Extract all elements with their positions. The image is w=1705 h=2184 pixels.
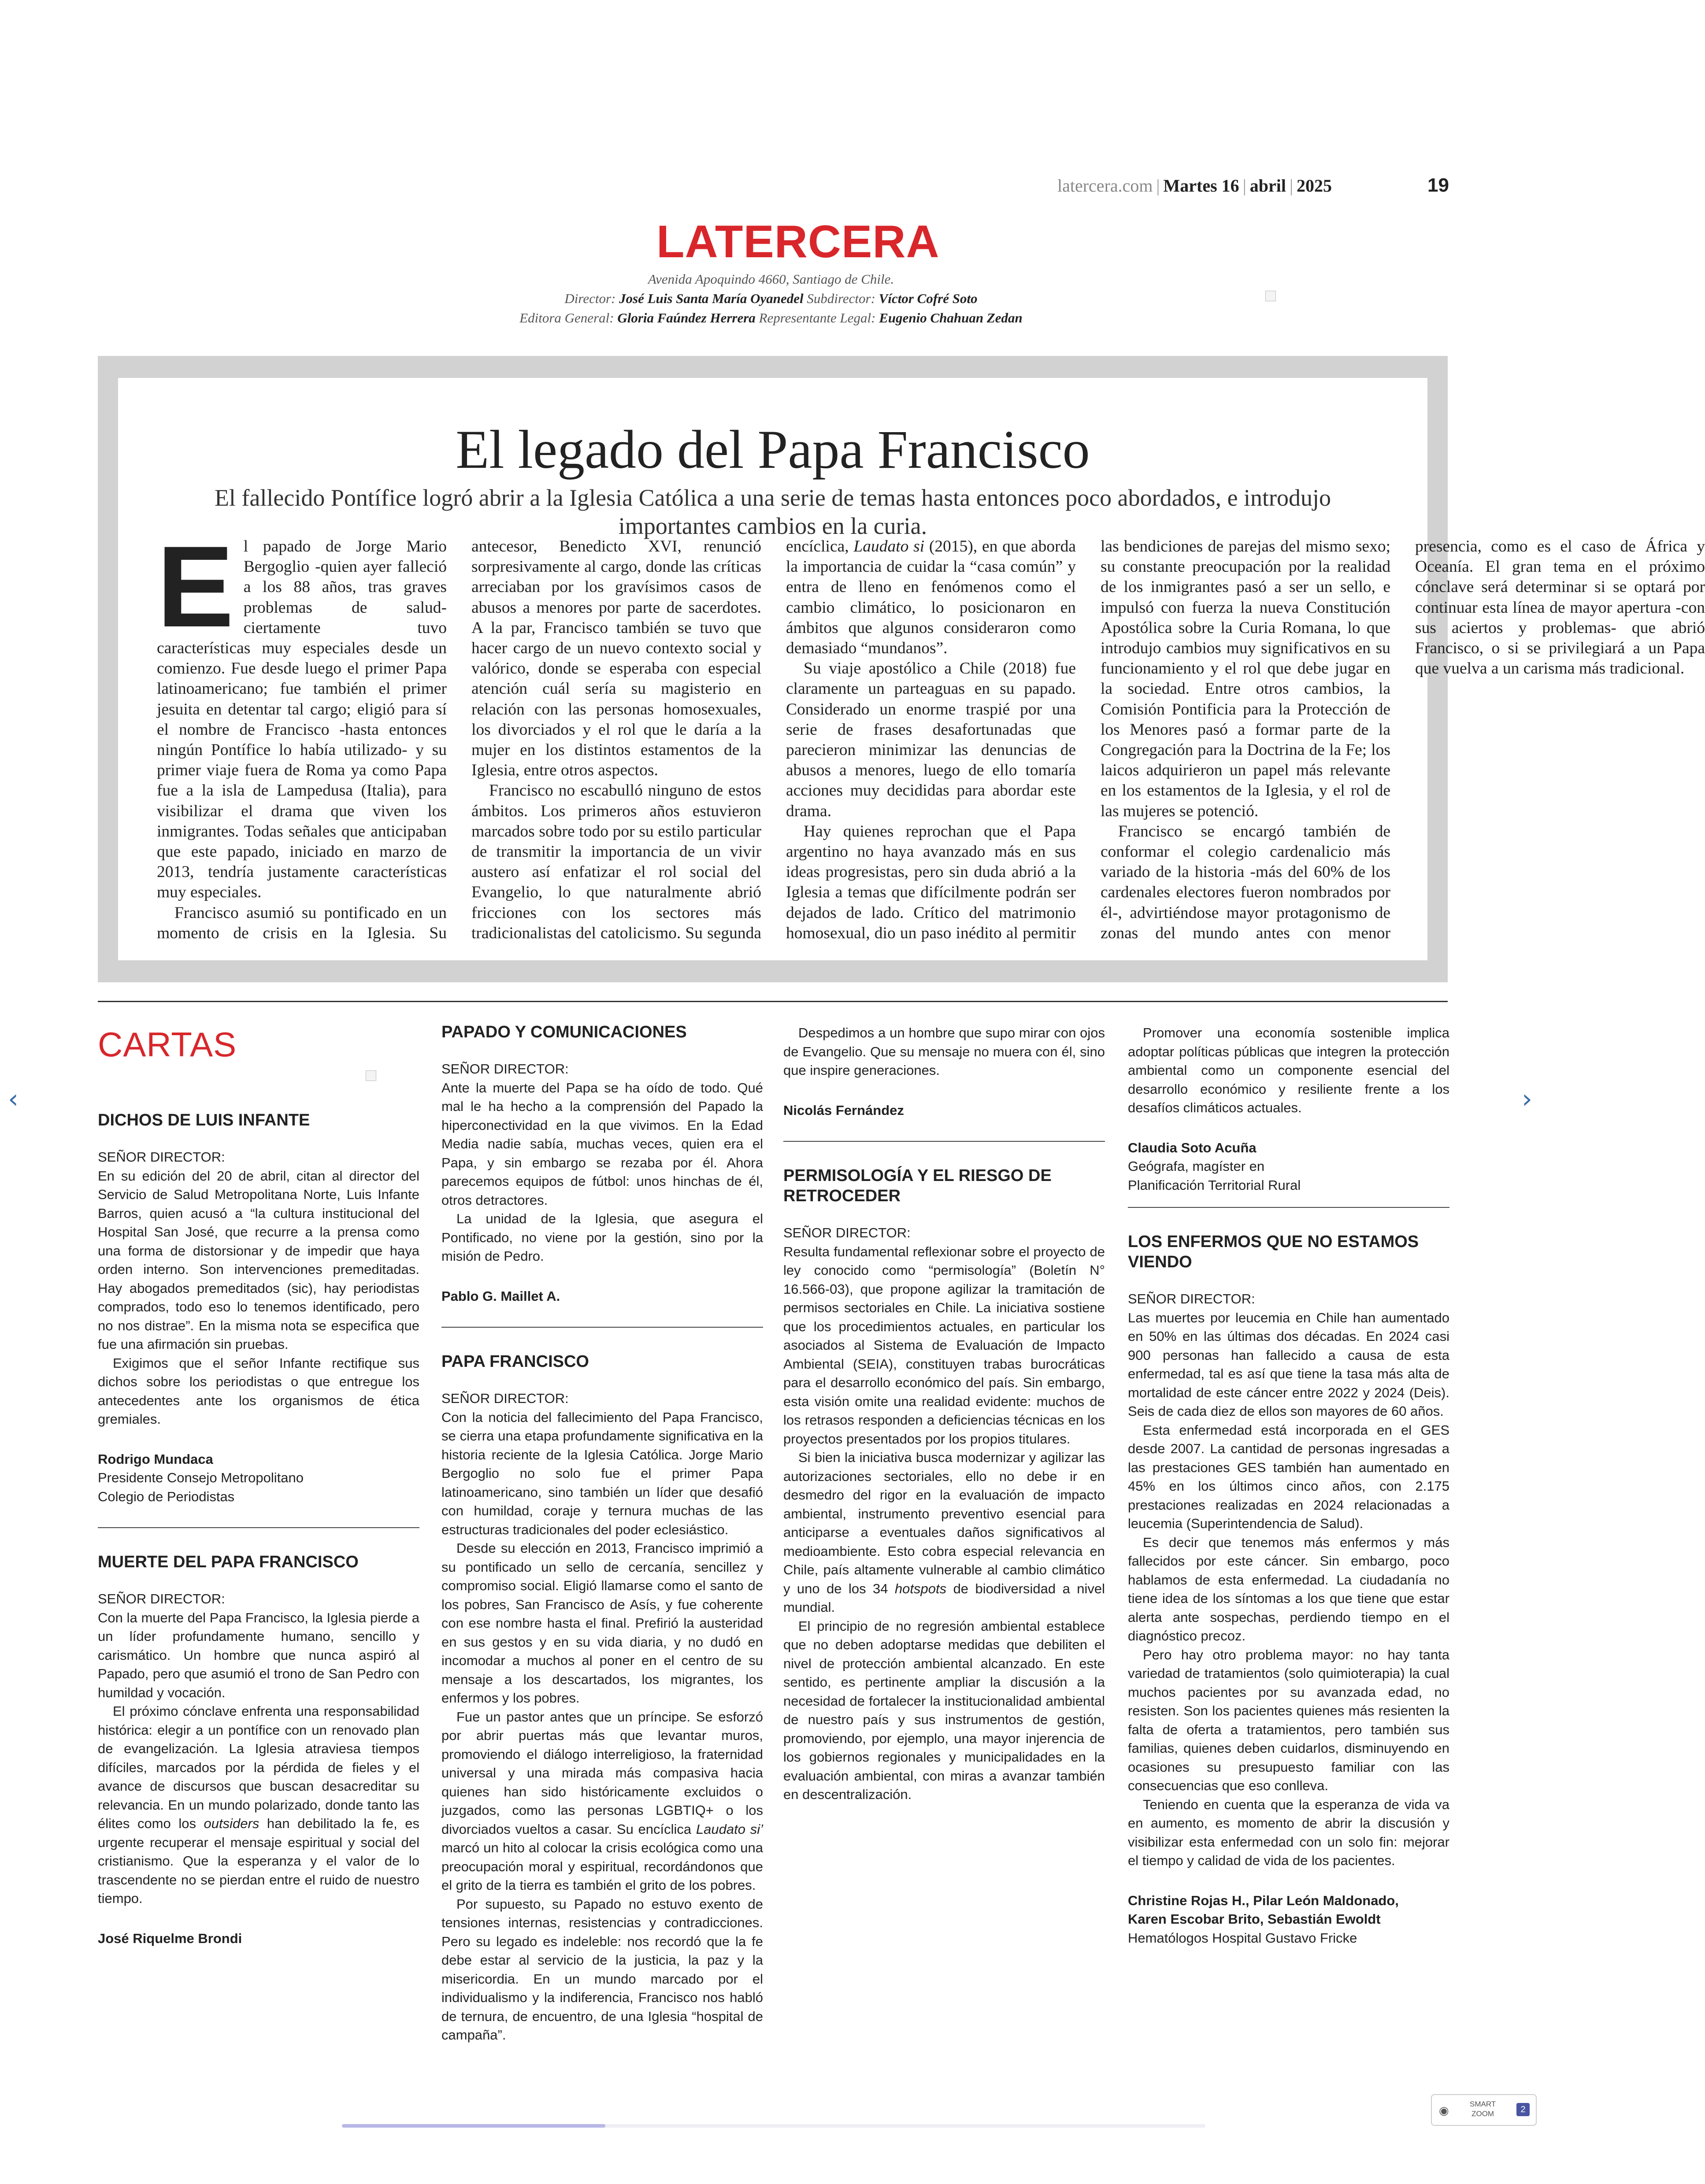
letter-paragraph: La unidad de la Iglesia, que asegura el Pontificado, no viene por la gestión, sino por la misión de Pedro. bbox=[441, 1211, 763, 1264]
letter-paragraph: Promover una economía sostenible implica adoptar políticas públicas que integren la protección ambiental como un componente esencial del desarrollo económico y resiliente frente a los desafíos climáticos actuales. bbox=[1128, 1025, 1449, 1115]
page-number: 19 bbox=[1427, 174, 1449, 196]
page-date-line: latercera.com | Martes 16 | abril | 2025 bbox=[1057, 176, 1332, 196]
letters-column-3 bbox=[783, 1024, 1105, 1804]
letter-signer: Nicolás Fernández bbox=[783, 1102, 904, 1118]
letter-divider bbox=[441, 1327, 763, 1328]
letter-paragraph: Esta enfermedad está incorporada en el GES desde 2007. La cantidad de personas ingresadas a las prestaciones GES también han aumentado en 45% en los últimos cinco años, con 2.175 prestaciones realizadas en 2024 relacionadas a leucemia (Superintendencia de Salud). bbox=[1128, 1422, 1449, 1531]
letter-title: PAPADO Y COMUNICACIONES bbox=[441, 1023, 687, 1041]
letter-paragraph: Pero hay otro problema mayor: no hay tanta variedad de tratamientos (solo quimioterapia) la cual muchos pacientes por su avanzada edad, no resisten. Son los pacientes quienes más resienten la falta de oferta a tratamientos, pero también sus familias, quienes deben cuidarlos, disminuyendo en ocasiones su presupuesto familiar con las consecuencias que eso conlleva. bbox=[1128, 1647, 1449, 1793]
editorial-paragraph: El papado de Jorge Mario Bergoglio -quien ayer falleció a los 88 años, tras graves problemas de salud- ciertamente tuvo características muy especiales desde un comienzo. Fue desde luego el primer Papa latinoamericano; fue también el primer jesuita en detentar tal cargo; eligió para sí el nombre de Francisco -hasta entonces ningún Pontífice lo había utilizado- y su primer viaje fuera de Roma ya como Papa fue a la isla de Lampedusa (Italia), para visibilizar el drama que viven los inmigrantes. Todas señales que anticipaban que este papado, iniciado en marzo de 2013, tendría justamente características muy especiales. bbox=[157, 522, 447, 902]
letter-paragraph: Es decir que tenemos más enfermos y más fallecidos por este cáncer. Sin embargo, poco hablamos de esta enfermedad. La ciudadanía no tiene idea de los síntomas a los que tiene que estar alerta ante sospechas, perdiendo tiempo en el diagnóstico precoz. bbox=[1128, 1534, 1449, 1644]
editorial-inner bbox=[118, 378, 1705, 960]
eye-icon: ◉ bbox=[1439, 2104, 1449, 2117]
letter-paragraph: Resulta fundamental reflexionar sobre el proyecto de ley conocido como “permisología” (Boletín N° 16.566-03), que propone agilizar la tramitación de permisos sectoriales en Chile. La iniciativa sostiene que los procedimientos actuales, en particular los asociados al Sistema de Evaluación de Impacto Ambiental (SEIA), constituyen trabas burocráticas para el desarrollo económico del país. Sin embargo, esta visión omite una realidad evidente: muchos de los retrasos responden a deficiencias técnicas en los proyectos presentados por los propios titulares. bbox=[783, 1244, 1105, 1447]
letters-column-4 bbox=[1128, 1024, 1449, 1947]
smart-zoom-badge: 2 bbox=[1516, 2103, 1530, 2116]
editorial-paragraph: Hay quienes reprochan que el Papa argentino no haya avanzado más en sus ideas progresistas, pero sin duda abrió a la Iglesia a temas que difícilmente podrán ser dejados de lado. Crítico del matrimonio homosexual, dio un paso inédito al permitir las bendiciones de parejas del mismo sexo; su constante preocupación por la realidad de los inmigrantes pasó a ser un sello, e impulsó con fuerza la nueva Constitución Apostólica sobre la Curia Romana, lo que introdujo cambios muy significativos en su funcionamiento y el rol que debe jugar en la sociedad. Entre otros cambios, la Comisión Pontificia para la Protección de los Menores pasó a formar parte de la Congregación para la Doctrina de la Fe; los laicos adquirieron un papel más relevante en los estamentos de la Iglesia, y el rol de las mujeres se potenció. bbox=[786, 537, 1390, 942]
director-name: José Luis Santa María Oyanedel bbox=[619, 291, 804, 306]
letter-paragraph: Ante la muerte del Papa se ha oído de todo. Qué mal le ha hecho a la comprensión del Papado la hiperconectividad en la que vivimos. En la Edad Media nadie sabía, muchas veces, quien era el Papa, y sin embargo se rezaba por él. Ahora parecemos equipos de fútbol: unos hinchas de él, otros detractores. bbox=[441, 1080, 763, 1208]
editorial-title: El legado del Papa Francisco bbox=[456, 419, 1090, 480]
date-year: 2025 bbox=[1296, 176, 1332, 196]
newspaper-logo: LATERCERA bbox=[656, 216, 940, 267]
letter-signer-role: Presidente Consejo Metropolitano bbox=[98, 1470, 304, 1485]
site-name[interactable]: latercera.com bbox=[1057, 176, 1153, 196]
letter-salutation: SEÑOR DIRECTOR: bbox=[1128, 1291, 1255, 1307]
letter-signer: Pablo G. Maillet A. bbox=[441, 1288, 560, 1304]
letter-signer-role: Colegio de Periodistas bbox=[98, 1488, 235, 1504]
letter-divider bbox=[98, 1527, 419, 1528]
smart-zoom-label: SMART ZOOM bbox=[1470, 2100, 1496, 2118]
section-divider bbox=[98, 1001, 1448, 1002]
subdirector-label: Subdirector: bbox=[807, 291, 875, 306]
letter-paragraph: Por supuesto, su Papado no estuvo exento de tensiones internas, resistencias y contradicciones. Pero su legado es indeleble: nos recordó que la fe debe estar al servicio de la justicia, la paz y la misericordia. En un mundo marcado por el individualismo y la indiferencia, Francisco nos habló de ternura, de encuentro, de una Iglesia “hospital de campaña”. bbox=[441, 1896, 763, 2043]
letter-signer: Claudia Soto Acuña bbox=[1128, 1140, 1257, 1155]
letter-salutation: SEÑOR DIRECTOR: bbox=[441, 1061, 569, 1077]
letter-salutation: SEÑOR DIRECTOR: bbox=[441, 1391, 569, 1406]
editora-label: Editora General: bbox=[519, 310, 614, 326]
letter-paragraph: Despedimos a un hombre que supo mirar con ojos de Evangelio. Que su mensaje no muera con él, sino que inspire generaciones. bbox=[783, 1025, 1105, 1078]
letter-title: MUERTE DEL PAPA FRANCISCO bbox=[98, 1553, 359, 1571]
editorial-paragraph: Francisco asumió su pontificado en un momento de crisis en la Iglesia. Su antecesor, Benedicto XVI, renunció sorpresivamente al cargo, donde las críticas arreciaban por los gravísimos casos de abusos a menores por parte de sacerdotes. A la par, Francisco también se tuvo que hacer cargo de un nuevo contexto social y valórico, donde se esperaba con especial atención cuál sería su magisterio en relación con las personas homosexuales, los divorciados y el rol que le daría a la mujer en los distintos estamentos de la Iglesia, entre otros aspectos. bbox=[157, 537, 761, 942]
letter-paragraph: Desde su elección en 2013, Francisco imprimió a su pontificado un sello de cercanía, sencillez y compromiso social. Eligió llamarse como el santo de los pobres, San Francisco de Asís, y fue coherente con ese nombre hasta el final. Prefirió la austeridad en sus gestos y en su vida diaria, y no dudó en incomodar a muchos al poner en el centro de su mensaje a los descartados, los migrantes, los enfermos y los pobres. bbox=[441, 1540, 763, 1706]
representante-name: Eugenio Chahuan Zedan bbox=[879, 310, 1023, 326]
letter-salutation: SEÑOR DIRECTOR: bbox=[783, 1225, 911, 1240]
letter-signer: José Riquelme Brondi bbox=[98, 1930, 242, 1946]
letter-signer: Rodrigo Mundaca bbox=[98, 1451, 213, 1467]
editorial-paragraph: Su viaje apostólico a Chile (2018) fue claramente un parteaguas en su papado. Considerado un enorme traspié por una serie de frases desafortunadas que parecieron minimizar las denuncias de abusos a menores, luego de ello tomaría acciones muy decididas para abordar este drama. bbox=[786, 659, 1076, 820]
letter-title: DICHOS DE LUIS INFANTE bbox=[98, 1111, 310, 1129]
masthead-credits bbox=[397, 270, 1145, 328]
letter-salutation: SEÑOR DIRECTOR: bbox=[98, 1591, 225, 1607]
subdirector-name: Víctor Cofré Soto bbox=[878, 291, 978, 306]
letter-paragraph: Con la noticia del fallecimiento del Papa Francisco, se cierra una etapa profundamente significativa en la historia reciente de la Iglesia Católica. Jorge Mario Bergoglio no solo fue el primer Papa latinoamericano, sino también un líder que desafió con humildad, coraje y ternura muchas de las estructuras tradicionales del poder eclesiástico. bbox=[441, 1409, 763, 1537]
letter-paragraph: Fue un pastor antes que un príncipe. Se esforzó por abrir puertas más que levantar muros, promoviendo el diálogo interreligioso, la fraternidad universal y una mirada más compasiva hacia quienes han sido históricamente excluidos o juzgados, como las personas LGBTIQ+ o los divorciados vueltos a casar. Su encíclica Laudato si’ marcó un hito al colocar la crisis ecológica como una preocupación moral y espiritual, recordándonos que el grito de la tierra es también el grito de los pobres. bbox=[441, 1709, 763, 1893]
director-label: Director: bbox=[564, 291, 616, 306]
editorial-paragraph: Francisco se encargó también de conformar el colegio cardenalicio más variado de la historia -más del 60% de los cardenales electores fueron nombrados por él-, advirtiéndose mayor protagonismo de zonas del mundo antes con menor presencia, como es el caso de África y Oceanía. El gran tema en el próximo cónclave será determinar si se optará por continuar esta línea de mayor apertura -con sus aciertos y problemas- que abrió Francisco, o si se privilegiará a un Papa que vuelva a un carisma más tradicional. bbox=[1101, 537, 1705, 942]
letter-divider bbox=[783, 1141, 1105, 1142]
drop-cap: E bbox=[157, 522, 234, 651]
chevron-right-icon[interactable]: › bbox=[1522, 1084, 1532, 1114]
letter-title: PERMISOLOGÍA Y EL RIESGO DE RETROCEDER bbox=[783, 1166, 1052, 1205]
letter-paragraph: Con la muerte del Papa Francisco, la Iglesia pierde a un líder profundamente humano, sencillo y carismático. Un hombre que nunca aspiró al Papado, pero que asumió el trono de San Pedro con humildad y vocación. bbox=[98, 1610, 419, 1700]
image-placeholder-icon[interactable] bbox=[1265, 291, 1276, 301]
letter-paragraph: El próximo cónclave enfrenta una responsabilidad histórica: elegir a un pontífice con un renovado plan de evangelización. La Iglesia atraviesa tiempos difíciles, marcados por la pérdida de fieles y el avance de discursos que buscan desacreditar su relevancia. En un mundo polarizado, donde tanto las élites como los outsiders han debilitado la fe, es urgente recuperar el mensaje espiritual y social del cristianismo. Que la esperanza y el valor de lo trascendente no se pierdan entre el ruido de nuestro tiempo. bbox=[98, 1703, 420, 1906]
letter-paragraph: Teniendo en cuenta que la esperanza de vida va en aumento, es momento de abrir la discusión y visibilizar esta enfermedad con un solo fin: mejorar el tiempo y calidad de vida de los pacientes. bbox=[1128, 1796, 1449, 1868]
letter-title: LOS ENFERMOS QUE NO ESTAMOS VIENDO bbox=[1128, 1233, 1419, 1271]
editora-name: Gloria Faúndez Herrera bbox=[617, 310, 756, 326]
editorial-paragraph: Francisco no escabulló ninguno de estos ámbitos. Los primeros años estuvieron marcados sobre todo por su estilo particular de transmitir la importancia de un vivir austero así enfatizar el rol social del Evangelio, lo que naturalmente abrió fricciones con los sectores más tradicionalistas del catolicismo. Su segunda encíclica, Laudato si (2015), en que aborda la importancia de cuidar la “casa común” y entra de lleno en fenómenos como el cambio climático, lo posicionaron en ámbitos que algunos consideraron como demasiado “mundanos”. bbox=[471, 537, 1076, 942]
letter-paragraph: Si bien la iniciativa busca modernizar y agilizar las autorizaciones sectoriales, ello no debe ir en desmedro del rigor en la evaluación de impacto ambiental, instrumento preventivo esencial para anticiparse a eventuales daños significativos al medioambiente. Esto cobra especial relevancia en Chile, país altamente vulnerable al cambio climático y uno de los 34 hotspots de biodiversidad a nivel mundial. bbox=[783, 1450, 1105, 1615]
letters-column-1 bbox=[98, 1110, 419, 1948]
letter-salutation: SEÑOR DIRECTOR: bbox=[98, 1149, 225, 1165]
letters-column-2 bbox=[441, 1022, 763, 2045]
date-month: abril bbox=[1249, 176, 1286, 196]
letter-paragraph: El principio de no regresión ambiental establece que no deben adoptarse medidas que debiliten el nivel de protección ambiental alcanzado. En este sentido, es pertinente ampliar la discusión a la necesidad de fortalecer la institucionalidad ambiental de nuestro país y sus instrumentos de gestión, promoviendo, por ejemplo, una mayor injerencia de los gobiernos regionales y municipalidades en la evaluación ambiental, con miras a avanzar también en descentralización. bbox=[783, 1618, 1105, 1802]
letter-title: PAPA FRANCISCO bbox=[441, 1352, 589, 1371]
letter-signer-role: Planificación Territorial Rural bbox=[1128, 1177, 1301, 1193]
chevron-left-icon[interactable]: ‹ bbox=[8, 1084, 19, 1114]
smart-zoom-button[interactable] bbox=[1431, 2094, 1537, 2126]
letter-signer-role: Hematólogos Hospital Gustavo Fricke bbox=[1128, 1930, 1357, 1946]
editorial-body bbox=[157, 522, 1705, 951]
letter-signer: Christine Rojas H., Pilar León Maldonado, bbox=[1128, 1892, 1399, 1908]
address: Avenida Apoquindo 4660, Santiago de Chile. bbox=[648, 271, 894, 287]
cartas-section-title: CARTAS bbox=[98, 1025, 237, 1064]
letter-divider bbox=[1128, 1207, 1449, 1208]
image-placeholder-icon[interactable] bbox=[366, 1070, 376, 1081]
scroll-progress-bar[interactable] bbox=[342, 2124, 1205, 2128]
letter-signer: Karen Escobar Brito, Sebastián Ewoldt bbox=[1128, 1911, 1381, 1927]
letter-paragraph: Las muertes por leucemia en Chile han aumentado en 50% en las últimas dos décadas. En 2024 casi 900 personas han fallecido a causa de esta enfermedad, tal es así que tiene la tasa más alta de mortalidad de este cáncer entre 2022 y 2024 (Deis). Seis de cada diez de ellos son mayores de 60 años. bbox=[1128, 1310, 1449, 1419]
letter-paragraph: En su edición del 20 de abril, citan al director del Servicio de Salud Metropolitana Norte, Luis Infante Barros, quien acusó a “la cultura institucional del Hospital San José, que recurre a la prensa como una forma de distorsionar y de impedir que haya orden interno. Son intervenciones premeditadas. Hay abogados premeditados (sic), hay periodistas comprados, todo eso lo tenemos identificado, pero no nos distrae”. En la misma nota se especifica que fue una afirmación sin pruebas. bbox=[98, 1168, 419, 1352]
date-day: Martes 16 bbox=[1163, 176, 1239, 196]
editorial-subtitle: El fallecido Pontífice logró abrir a la Iglesia Católica a una serie de temas hasta entonces poco abordados, e introdujo importantes cambios en la curia. bbox=[214, 485, 1331, 539]
letter-paragraph: Exigimos que el señor Infante rectifique sus dichos sobre los periodistas o que entregue los antecedentes ante los organismos de ética gremiales. bbox=[98, 1355, 419, 1427]
letter-signer-role: Geógrafa, magíster en bbox=[1128, 1159, 1265, 1174]
scroll-progress-fill bbox=[342, 2124, 605, 2128]
representante-label: Representante Legal: bbox=[759, 310, 876, 326]
editorial-box bbox=[98, 356, 1705, 982]
